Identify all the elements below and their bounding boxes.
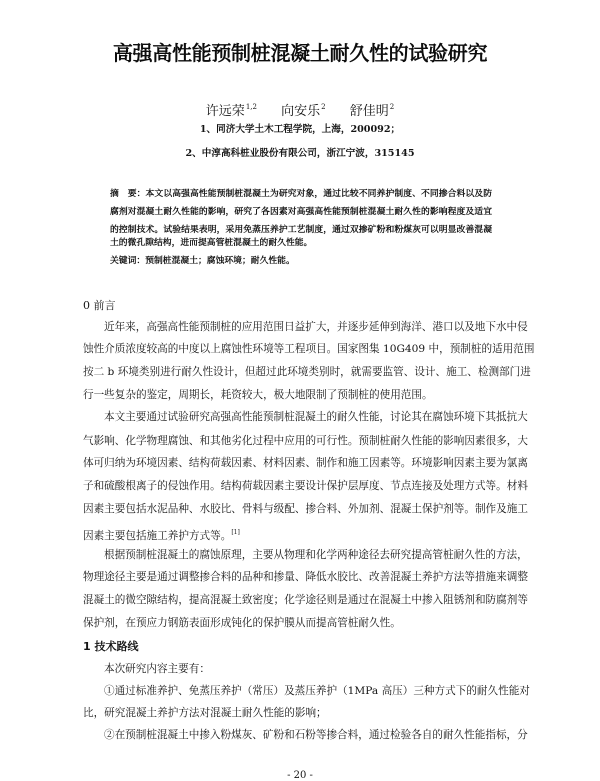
body-line: 因素主要包括水泥品种、水胶比、骨料与级配、掺合料、外加剂、混凝土保护剂等。制作及施工	[83, 503, 528, 515]
author	[350, 104, 394, 119]
author	[206, 104, 257, 119]
affiliation: 2、中淳高科桩业股份有限公司，浙江宁波，315145	[185, 148, 415, 159]
body-line: 本文主要通过试验研究高强高性能预制桩混凝土的耐久性能，讨论其在腐蚀环境下其抵抗大	[104, 411, 528, 423]
body-text: 因素主要包括施工养护方式等。	[83, 530, 232, 542]
body-line: 近年来，高强高性能预制桩的应用范围日益扩大，并逐步延伸到海洋、港口以及地下水中侵	[104, 321, 528, 333]
paper-title: 高强高性能预制桩混凝土耐久性的试验研究	[112, 41, 488, 65]
author-name: 向安乐	[281, 104, 321, 119]
body-line: 根据预制桩混凝土的腐蚀原理，主要从物理和化学两种途径去研究提高管桩耐久性的方法，	[104, 549, 528, 561]
body-line: 混凝土的微空隙结构，提高混凝土致密度；化学途径则是通过在混凝土中掺入阻锈剂和防腐剂等	[83, 594, 528, 606]
author-list	[150, 99, 450, 120]
author	[281, 104, 325, 119]
author-affiliation-mark: 1,2	[245, 103, 257, 111]
body-line: ②在预制桩混凝土中掺入粉煤灰、矿粉和石粉等掺合料，通过检验各自的耐久性能指标，分	[104, 729, 528, 741]
body-line: 子和硫酸根离子的侵蚀作用。结构荷载因素主要设计保护层厚度、节点连接及处理方式等。材料	[83, 480, 528, 492]
author-affiliation-mark: 2	[321, 103, 326, 111]
body-line: 气影响、化学物理腐蚀、和其他劣化过程中应用的可行性。预制桩耐久性能的影响因素很多，大	[83, 435, 528, 447]
body-line: 保护剂，在预应力钢筋表面形成钝化的保护膜从而提高管桩耐久性。	[83, 617, 401, 629]
body-line	[83, 526, 521, 543]
abstract-line: 腐剂对混凝土耐久性能的影响，研究了各因素对高强高性能预制桩混凝土耐久性的影响程度及适宜	[110, 207, 492, 217]
affiliation: 1、同济大学土木工程学院，上海，200092；	[199, 124, 401, 135]
body-line: 本次研究内容主要有：	[104, 663, 210, 675]
body-line: ①通过标准养护、免蒸压养护（常压）及蒸压养护（1MPa 高压）三种方式下的耐久性能对	[104, 685, 530, 697]
page-number: - 20 -	[287, 770, 313, 781]
abstract-line: 的控制技术。试验结果表明，采用免蒸压养护工艺制度，通过双掺矿粉和粉煤灰可以明显改善混凝	[110, 225, 492, 235]
body-line: 行一些复杂的鉴定，周期长，耗资较大，极大地限制了预制桩的使用范围。	[83, 389, 433, 401]
citation-ref: [1]	[231, 529, 240, 536]
keywords-text: 预制桩混凝土；腐蚀环境；耐久性能。	[145, 256, 295, 266]
body-line: 比，研究混凝土养护方法对混凝土耐久性能的影响；	[83, 707, 327, 719]
keywords-label: 关键词：	[110, 256, 146, 266]
author-name: 许远荣	[205, 104, 245, 119]
author-affiliation-mark: 2	[389, 103, 395, 111]
body-line: 蚀性介质浓度较高的中度以上腐蚀性环境等工程项目。国家图集 10G409 中，预制桩的适用范围	[83, 343, 535, 355]
body-line: 按二 b 环境类别进行耐久性设计，但超过此环境类别时，就需要监管、设计、施工、检测部门进	[83, 366, 531, 378]
body-line: 物理途径主要是通过调整掺合料的品种和掺量、降低水胶比、改善混凝土养护方法等措施来调整	[83, 571, 528, 583]
section-heading: 1 技术路线	[83, 640, 139, 653]
abstract-line: 摘 要：本文以高强高性能预制桩混凝土为研究对象，通过比较不同养护制度、不同掺合料以及防	[110, 189, 492, 199]
keywords	[110, 256, 492, 267]
author-name: 舒佳明	[349, 104, 389, 119]
section-heading: 0 前言	[83, 299, 116, 312]
abstract-line: 土的微孔隙结构，进而提高管桩混凝土的耐久性能。	[110, 238, 313, 248]
body-line: 体可归纳为环境因素、结构荷载因素、材料因素、制作和施工因素等。环境影响因素主要为氯离	[83, 457, 528, 469]
